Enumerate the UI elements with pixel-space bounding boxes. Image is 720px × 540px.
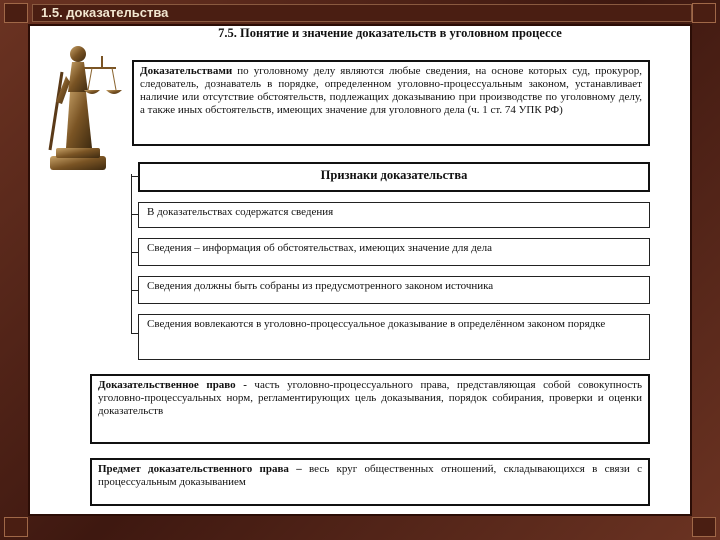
frame-corner [4, 517, 28, 537]
definition-box [132, 60, 650, 146]
sign-item [138, 202, 650, 228]
frame-corner [692, 3, 716, 23]
subject-body: весь круг общественных отношений, складывающихся в связи с процессуальным доказыванием [98, 463, 642, 488]
signs-header-box [138, 162, 650, 192]
sign-item-text: В доказательствах содержатся сведения [147, 206, 334, 218]
connector-tick [131, 290, 139, 291]
sign-item [138, 314, 650, 360]
subject-box [90, 458, 650, 506]
frame-corner [4, 3, 28, 23]
evidence-law-body: часть уголовно-процессуального права, представляющая собой совокупность уголовно-процессуальных норм, регламентирующих цель доказывания, порядок собирания, проверки и оценки доказательств [98, 379, 642, 417]
connector-tick [131, 214, 139, 215]
evidence-law-box [90, 374, 650, 444]
sign-item-text: Сведения должны быть собраны из предусмотренного законом источника [147, 280, 494, 292]
definition-body: по уголовному делу являются любые сведения, на основе которых суд, прокурор, следователь, дознаватель в порядке, определенном уголовно-процессуальным законом, устанавливает наличие или отсутствие обстоятельств, подлежащих доказыванию при производстве по уголовному делу, а также иных обстоятельств, имеющих значение для уголовного дела (ч. 1 ст. 74 УПК РФ) [140, 65, 642, 116]
definition-text [134, 62, 648, 120]
connector-tick [131, 252, 139, 253]
subject-term: Предмет доказательственного права – [98, 463, 302, 475]
document-page [98, 24, 652, 512]
sign-item [138, 238, 650, 266]
evidence-law-text [92, 376, 648, 421]
slide-title-bar [32, 4, 692, 22]
sign-item-text: Сведения вовлекаются в уголовно-процессуальное доказывание в определённом законом порядке [147, 318, 606, 330]
signs-header: Признаки доказательства [320, 168, 468, 182]
sign-item-text: Сведения – информация об обстоятельствах, имеющих значение для дела [147, 242, 493, 254]
document-title: 7.5. Понятие и значение доказательств в уголовном процессе [218, 26, 562, 40]
connector-tick [131, 333, 139, 334]
definition-term: Доказательствами [140, 65, 233, 77]
frame-corner [692, 517, 716, 537]
subject-text [92, 460, 648, 492]
connector-tick [131, 176, 139, 177]
evidence-law-term: Доказательственное право - [98, 379, 247, 391]
justice-statue-icon [36, 32, 124, 178]
sign-item [138, 276, 650, 304]
slide-title: 1.5. доказательства [41, 5, 169, 20]
signs-connector [131, 174, 132, 334]
